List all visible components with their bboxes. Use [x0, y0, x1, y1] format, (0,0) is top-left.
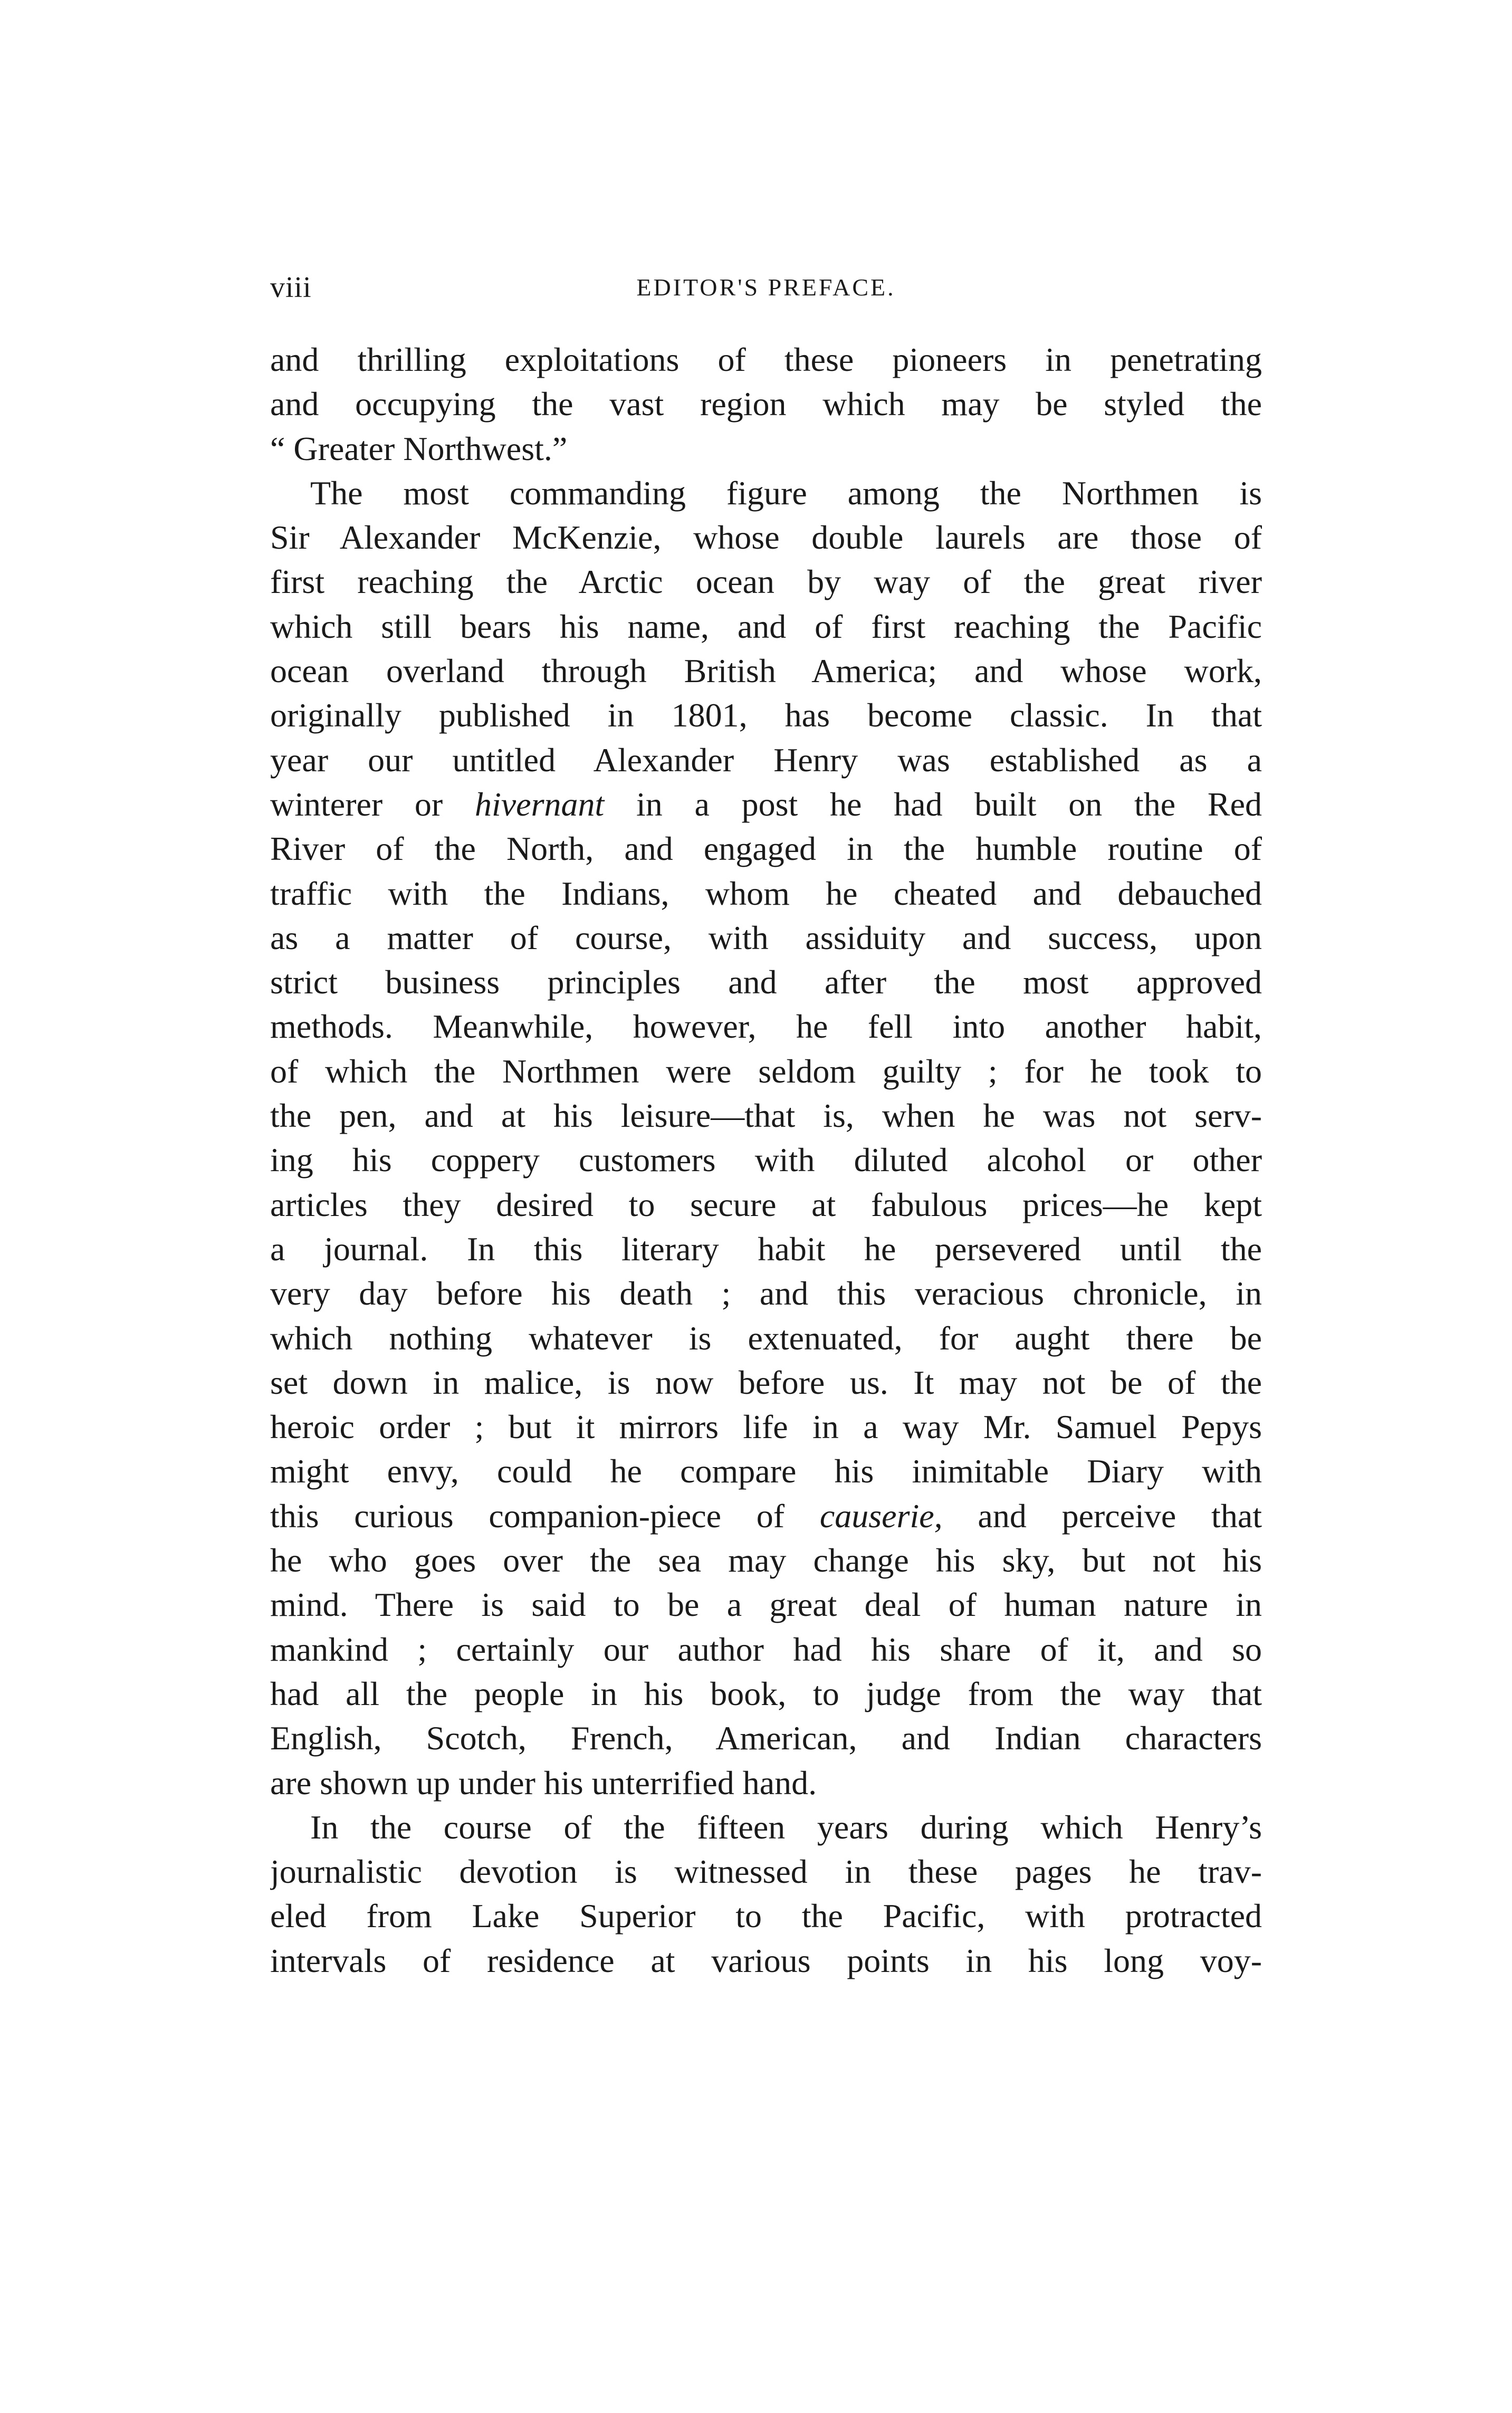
text-line: might envy, could he compare his inimitable Diary with	[270, 1452, 1262, 1490]
text-line: In the course of the fifteen years during which Henry’s	[310, 1808, 1262, 1846]
text-line: he who goes over the sea may change his sky, but not his	[270, 1541, 1262, 1579]
body-text	[270, 338, 1262, 1983]
text-line: year our untitled Alexander Henry was established as a	[270, 741, 1262, 779]
text-line: mankind ; certainly our author had his share of it, and so	[270, 1630, 1262, 1668]
text-line: very day before his death ; and this veracious chronicle, in	[270, 1275, 1262, 1313]
text-line: and occupying the vast region which may be styled the	[270, 385, 1262, 423]
text-line: River of the North, and engaged in the humble routine of	[270, 830, 1262, 868]
italic-term: hivernant	[474, 785, 605, 823]
text-line: a journal. In this literary habit he persevered until the	[270, 1230, 1262, 1268]
text-line: and thrilling exploitations of these pioneers in penetrating	[270, 341, 1262, 378]
page-number: viii	[270, 271, 312, 304]
text-line: the pen, and at his leisure—that is, when he was not serv-	[270, 1097, 1262, 1135]
text-line: which nothing whatever is extenuated, for aught there be	[270, 1319, 1262, 1357]
text-run: this curious companion-piece of	[270, 1497, 820, 1535]
text-line: journalistic devotion is witnessed in these pages he trav-	[270, 1853, 1262, 1891]
text-line: had all the people in his book, to judge from the way that	[270, 1674, 1262, 1712]
text-run: winterer or	[270, 785, 475, 823]
text-line: Sir Alexander McKenzie, whose double laurels are those of	[270, 519, 1262, 557]
text-line: English, Scotch, French, American, and Indian characters	[270, 1719, 1262, 1757]
text-line: “ Greater Northwest.”	[270, 429, 568, 467]
text-run: in a post he had built on the Red	[604, 785, 1262, 823]
text-line: first reaching the Arctic ocean by way of the great river	[270, 563, 1262, 601]
running-head	[270, 266, 1262, 309]
italic-term: causerie,	[819, 1497, 943, 1535]
text-line	[270, 782, 1262, 827]
text-line: methods. Meanwhile, however, he fell into another habit,	[270, 1008, 1262, 1046]
text-line: originally published in 1801, has become classic. In that	[270, 696, 1262, 734]
text-line: ing his coppery customers with diluted alcohol or other	[270, 1141, 1262, 1179]
text-line: strict business principles and after the most approved	[270, 963, 1262, 1001]
text-line: which still bears his name, and of first reaching the Pacific	[270, 607, 1262, 645]
text-line: as a matter of course, with assiduity and success, upon	[270, 918, 1262, 956]
text-line: heroic order ; but it mirrors life in a way Mr. Samuel Pepys	[270, 1408, 1262, 1446]
text-line: intervals of residence at various points in his long voy-	[270, 1941, 1262, 1979]
text-line: set down in malice, is now before us. It may not be of the	[270, 1363, 1262, 1401]
text-line: ocean overland through British America; and whose work,	[270, 652, 1262, 690]
text-line: mind. There is said to be a great deal of human nature in	[270, 1586, 1262, 1624]
text-line: eled from Lake Superior to the Pacific, with protracted	[270, 1897, 1262, 1935]
text-line: traffic with the Indians, whom he cheated and debauched	[270, 874, 1262, 912]
text-line: of which the Northmen were seldom guilty ; for he took to	[270, 1052, 1262, 1090]
text-line: The most commanding figure among the Northmen is	[310, 474, 1262, 512]
text-line: articles they desired to secure at fabulous prices—he kept	[270, 1185, 1262, 1223]
text-run: and perceive that	[942, 1497, 1262, 1535]
text-line	[270, 1494, 1262, 1538]
running-title: EDITOR'S PREFACE.	[636, 274, 896, 301]
text-line: are shown up under his unterrified hand.	[270, 1764, 817, 1802]
